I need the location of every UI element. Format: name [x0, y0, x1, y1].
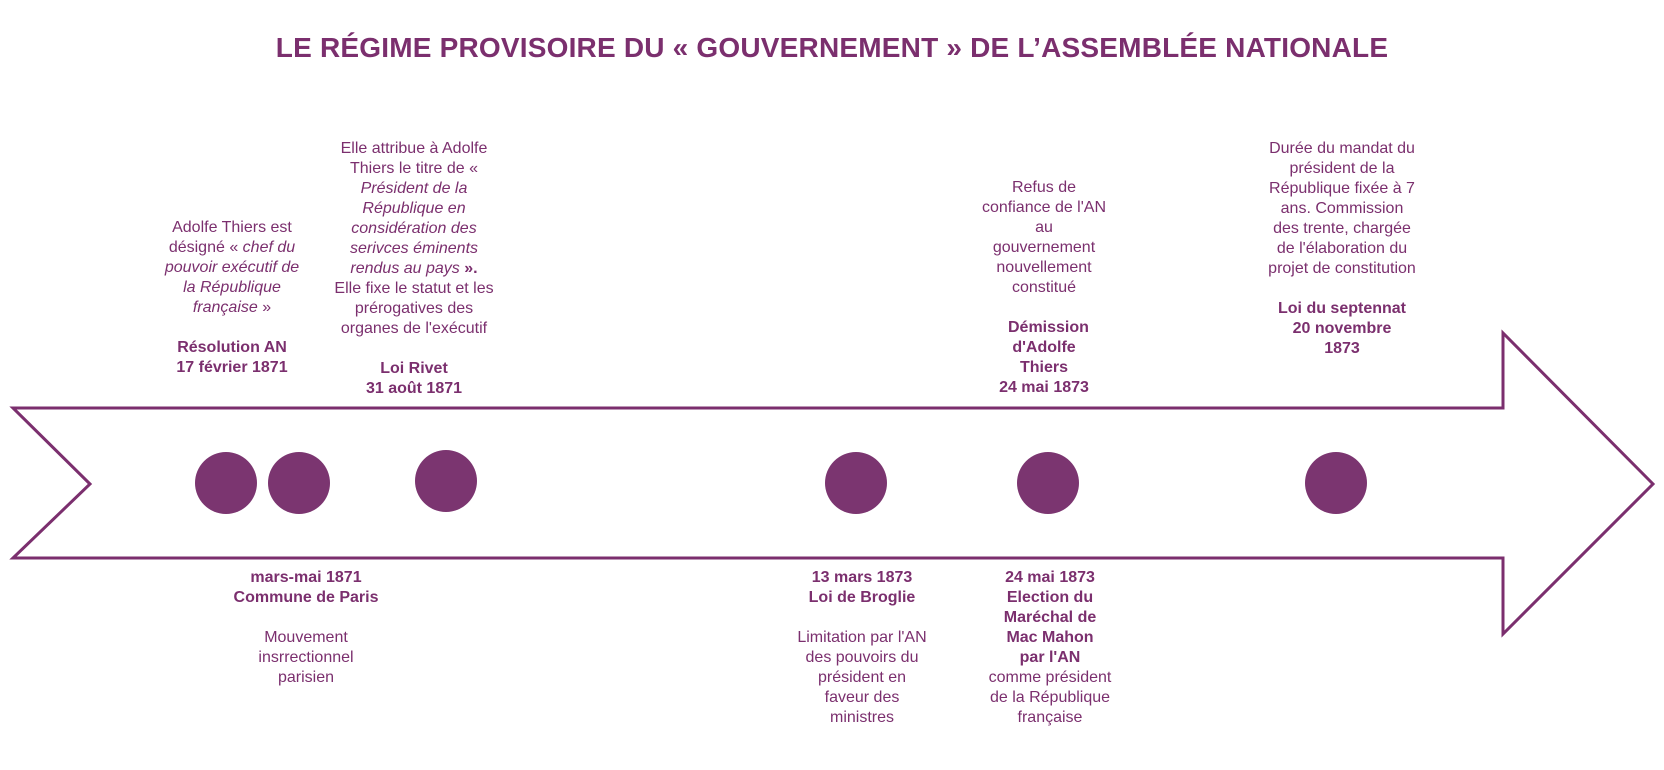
event-description: comme président de la République française: [988, 669, 1112, 726]
event-description: Durée du mandat du président de la République fixée à 7 ans. Commission des trente, chargée de l'élaboration du projet de constitution: [1268, 140, 1416, 277]
event-description: Limitation par l'AN des pouvoirs du président en faveur des ministres: [797, 629, 927, 726]
event-label-loi-du-septennat: [1268, 139, 1416, 359]
event-name: Loi Rivet: [380, 360, 448, 377]
event-name: Election du Maréchal de Mac Mahon par l'AN: [1003, 589, 1097, 666]
event-date: mars-mai 1871: [250, 569, 362, 586]
event-dot-resolution-an: [195, 452, 257, 514]
event-name: Loi de Broglie: [808, 589, 916, 606]
event-dot-loi-du-septennat: [1305, 452, 1367, 514]
event-name: Loi du septennat: [1278, 300, 1406, 317]
event-date: 24 mai 1873: [999, 379, 1089, 396]
event-dot-loi-rivet: [415, 450, 477, 512]
event-description: Mouvement insrrectionnel parisien: [258, 629, 354, 686]
event-dot-loi-de-broglie: [825, 452, 887, 514]
event-date: 31 août 1871: [365, 380, 463, 397]
event-name: Démission d'Adolfe Thiers: [1008, 319, 1089, 376]
event-name: Commune de Paris: [233, 589, 379, 606]
event-date: 20 novembre 1873: [1292, 320, 1392, 357]
event-description: Elle attribue à Adolfe Thiers le titre de « Président de la République en considération des serivces éminents rendus au pays ».: [340, 140, 488, 277]
event-label-loi-de-broglie: [784, 568, 940, 728]
event-date: 13 mars 1873: [811, 569, 913, 586]
event-description: Adolfe Thiers est désigné « chef du pouvoir exécutif de la République française »: [164, 219, 300, 316]
event-label-demission-thiers: [982, 178, 1106, 398]
event-date: 24 mai 1873: [1005, 569, 1095, 586]
event-label-election-mac-mahon: [980, 568, 1120, 728]
page-title: LE RÉGIME PROVISOIRE DU « GOUVERNEMENT » DE L’ASSEMBLÉE NATIONALE: [275, 32, 1389, 63]
event-label-commune-de-paris: [222, 568, 390, 688]
event-name: Résolution AN: [177, 339, 287, 356]
event-label-resolution-an: [158, 218, 306, 378]
event-label-loi-rivet: [330, 139, 498, 399]
event-description-extra: Elle fixe le statut et les prérogatives des organes de l'exécutif: [334, 280, 494, 337]
event-dot-commune-de-paris: [268, 452, 330, 514]
event-description: Refus de confiance de l'AN au gouvernement nouvellement constitué: [982, 179, 1107, 296]
event-date: 17 février 1871: [176, 359, 288, 376]
